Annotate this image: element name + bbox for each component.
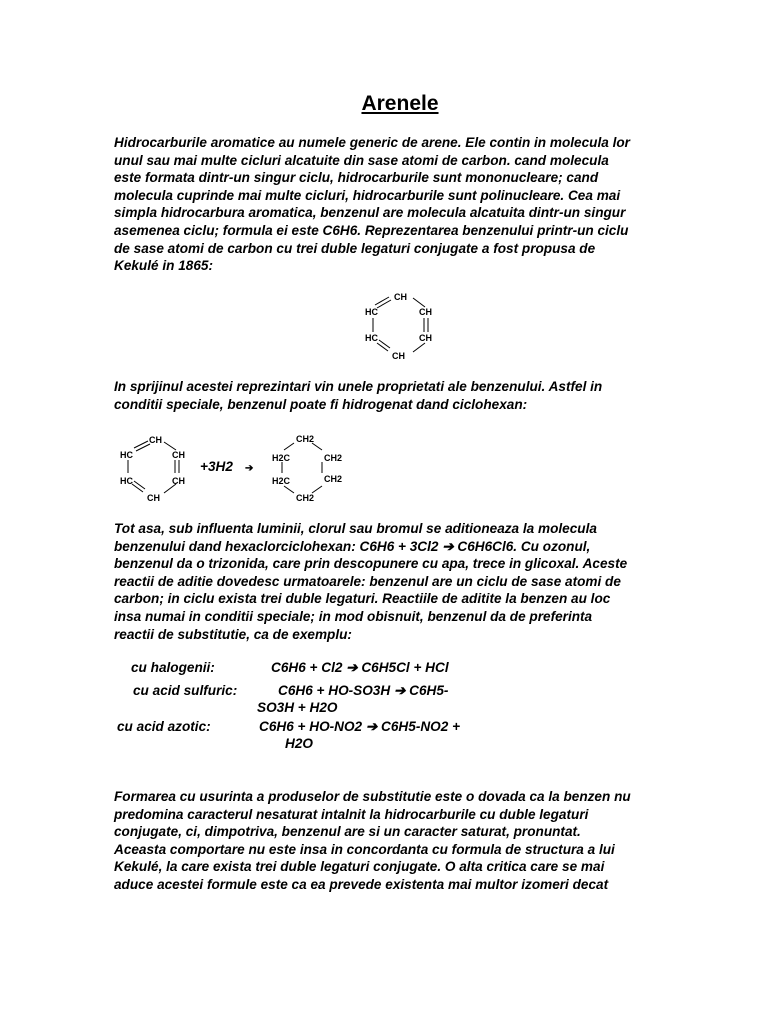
reagent-label: +3H2: [200, 459, 233, 474]
reaction-label: cu halogenii:: [131, 660, 215, 675]
bond-line: [377, 343, 388, 351]
text-line: Kekulé, la care exista trei duble legaturi conjugate. O alta critica care se mai: [114, 859, 605, 875]
text-line: simpla hidrocarbura aromatica, benzenul are molecula alcatuita dintr-un singur: [114, 205, 626, 221]
reaction-equation-continued: SO3H + H2O: [257, 700, 338, 715]
text-line: molecula cuprinde mai multe cicluri, hidrocarburile sunt polinucleare. Cea mai: [114, 187, 621, 203]
atom-label: CH: [419, 333, 432, 343]
text-line: de sase atomi de carbon cu trei duble legaturi conjugate a fost propusa de: [114, 240, 596, 256]
text-line: Tot asa, sub influenta luminii, clorul sau bromul se aditioneaza la molecula: [114, 521, 597, 536]
text-line: benzenului dand hexaclorciclohexan: C6H6 + 3Cl2 ➔ C6H6Cl6. Cu ozonul,: [114, 538, 591, 554]
bond-line: [164, 442, 176, 450]
text-line: In sprijinul acestei reprezintari vin unele proprietati ale benzenului. Astfel in: [114, 379, 603, 394]
atom-label: CH2: [296, 434, 315, 444]
reaction-equation: C6H6 + HO-SO3H ➔ C6H5-: [278, 683, 449, 698]
atom-label: HC: [120, 476, 133, 486]
atom-label: CH: [147, 493, 160, 503]
reaction-equation: C6H6 + HO-NO2 ➔ C6H5-NO2 +: [259, 719, 461, 734]
bond-line: [134, 481, 145, 489]
bond-line: [132, 484, 143, 492]
bond-line: [377, 300, 391, 308]
text-line: Hidrocarburile aromatice au numele generic de arene. Ele contin in molecula lor: [114, 135, 630, 150]
bond-line: [312, 486, 322, 493]
reaction-equation-continued: H2O: [285, 736, 313, 751]
atom-label: CH: [149, 435, 162, 445]
arrow-icon: ➔: [245, 463, 254, 474]
text-line: asemenea ciclu; formula ei este C6H6. Reprezentarea benzenului printr-un ciclu: [114, 222, 629, 238]
atom-label: CH: [419, 307, 432, 317]
bond-line: [284, 443, 294, 450]
text-line: predomina caracterul nesaturat intalnit la hidrocarburile cu duble legaturi: [114, 806, 589, 822]
reaction-label: cu acid azotic:: [117, 719, 211, 734]
benzene-bonds: [373, 297, 428, 352]
text-line: reactii de substitutie, ca de exemplu:: [114, 626, 352, 642]
intro-paragraph: [114, 134, 694, 275]
atom-label: CH: [392, 351, 405, 361]
text-line: Formarea cu usurinta a produselor de substitutie este o dovada ca la benzen nu: [114, 789, 631, 804]
bond-line: [379, 340, 390, 348]
bond-line: [413, 343, 425, 352]
atom-label: CH2: [324, 474, 343, 484]
conclusion-paragraph: [114, 788, 694, 894]
atom-label: CH: [172, 450, 185, 460]
text-line: aduce acestei formule este ca ea prevede existenta mai multor izomeri decat: [114, 876, 609, 892]
reaction-label: cu acid sulfuric:: [133, 683, 238, 698]
atom-label: CH: [172, 476, 185, 486]
text-line: insa numai in conditii speciale; in mod obisnuit, benzenul da de preferinta: [114, 608, 593, 624]
text-line: benzenul da o trizonida, care prin descopunere cu apa, trece in glicoxal. Aceste: [114, 556, 628, 572]
support-paragraph: [114, 378, 694, 413]
text-line: conjugate, ci, dimpotriva, benzenul are si un caracter saturat, pronuntat.: [114, 824, 581, 840]
text-line: este formata dintr-un singur ciclu, hidrocarburile sunt mononucleare; cand: [114, 170, 599, 186]
atom-label: H2C: [272, 476, 291, 486]
reaction-equation: C6H6 + Cl2 ➔ C6H5Cl + HCl: [271, 660, 449, 675]
bond-line: [312, 443, 322, 450]
atom-label: CH2: [296, 493, 315, 503]
atom-label: HC: [120, 450, 133, 460]
bond-line: [375, 297, 389, 305]
text-line: reactii de aditie dovedesc urmatoarele: benzenul are un ciclu de sase atomi de: [114, 573, 621, 589]
atom-label: CH: [394, 292, 407, 302]
hydrogenation-reaction: [114, 428, 354, 508]
benzene-structure: [355, 285, 455, 365]
atom-label: HC: [365, 307, 378, 317]
text-line: carbon; in ciclu exista trei duble legaturi. Reactiile de aditite la benzen au loc: [114, 591, 611, 607]
atom-label: HC: [365, 333, 378, 343]
text-line: conditii speciale, benzenul poate fi hidrogenat dand ciclohexan:: [114, 396, 528, 412]
bond-line: [134, 441, 148, 448]
addition-paragraph: [114, 520, 694, 643]
atom-label: CH2: [324, 453, 343, 463]
bond-line: [413, 298, 425, 307]
bond-line: [284, 486, 294, 493]
text-line: Aceasta comportare nu este insa in concordanta cu formula de structura a lui: [114, 841, 615, 857]
atom-label: H2C: [272, 453, 291, 463]
text-line: unul sau mai multe cicluri alcatuite din sase atomi de carbon. cand molecula: [114, 152, 609, 168]
bond-line: [136, 444, 150, 451]
page-title: Arenele: [361, 92, 439, 115]
text-line: Kekulé in 1865:: [114, 258, 213, 274]
